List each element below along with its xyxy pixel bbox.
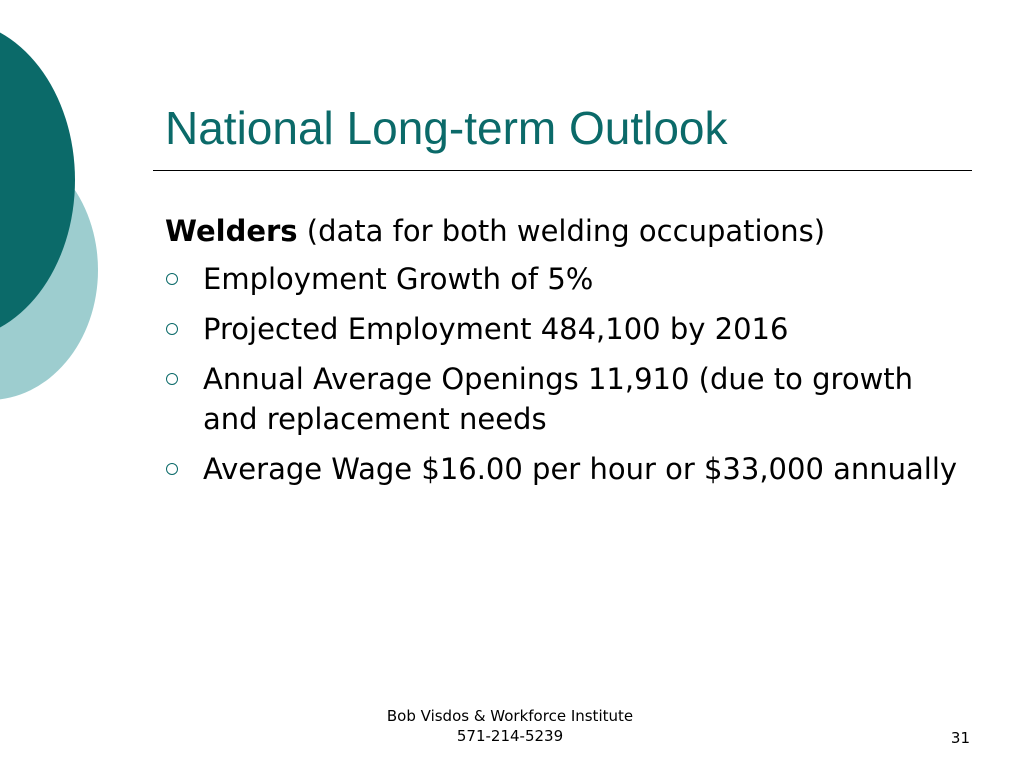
slide-content xyxy=(165,211,965,499)
list-item xyxy=(165,259,965,299)
page-number: 31 xyxy=(950,729,970,747)
circle-bullet-icon xyxy=(166,373,178,385)
bullet-text: Employment Growth of 5% xyxy=(203,262,594,296)
circle-bullet-icon xyxy=(166,323,178,335)
list-item xyxy=(165,309,965,349)
footer-phone: 571-214-5239 xyxy=(456,727,564,745)
circle-bullet-icon xyxy=(166,463,178,475)
title-divider xyxy=(153,170,972,171)
circle-bullet-icon xyxy=(166,273,178,285)
subheading-rest: (data for both welding occupations) xyxy=(297,214,826,248)
subheading-bold: Welders xyxy=(165,214,298,248)
list-item xyxy=(165,359,965,439)
list-item xyxy=(165,449,965,489)
subheading xyxy=(165,211,965,251)
bullet-list xyxy=(165,259,965,489)
slide-title: National Long-term Outlook xyxy=(165,102,728,154)
bullet-text: Average Wage $16.00 per hour or $33,000 annually xyxy=(203,452,958,486)
bullet-text: Projected Employment 484,100 by 2016 xyxy=(203,312,789,346)
bullet-text: Annual Average Openings 11,910 (due to growth and replacement needs xyxy=(203,362,914,436)
slide-footer xyxy=(320,706,700,746)
footer-author: Bob Visdos & Workforce Institute xyxy=(386,707,634,725)
